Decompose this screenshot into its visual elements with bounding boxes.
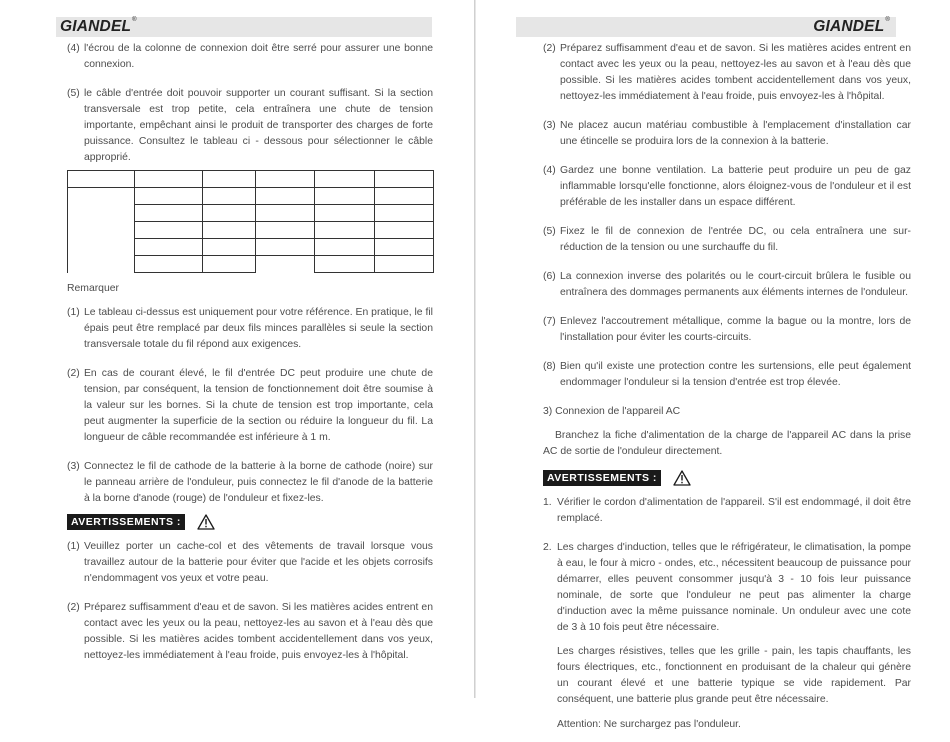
list-item bbox=[543, 224, 911, 256]
item-text: Le tableau ci-dessus est uniquement pour votre référence. En pratique, le fil épais peut être remplacé par deux fils minces parallèles si seule la section transversale totale du fil répond aux exigences. bbox=[84, 307, 433, 350]
table-row bbox=[68, 171, 434, 188]
item-number: (4) bbox=[67, 43, 80, 54]
cable-table bbox=[67, 170, 434, 273]
item-number: (2) bbox=[67, 602, 80, 613]
section-intro: Branchez la fiche d'alimentation de la charge de l'appareil AC dans la prise AC de sortie de l'onduleur directement. bbox=[543, 430, 911, 457]
header-bar-right bbox=[516, 17, 896, 37]
list-item bbox=[67, 41, 433, 73]
list-item bbox=[543, 118, 911, 150]
item-text: Préparez suffisamment d'eau et de savon. Si les matières acides entrent en contact avec les yeux ou la peau, nettoyez-les au savon et à l'eau dès que possible. Si les matières acides tombent accidentellement dans vos yeux, nettoyez-les immédiatement à l'eau froide, puis envoyez-les à l'hôpital. bbox=[84, 602, 433, 661]
list-item bbox=[67, 459, 433, 507]
brand-logo: GIANDEL® bbox=[60, 17, 137, 35]
right-page bbox=[475, 0, 950, 730]
item-text: Enlevez l'accoutrement métallique, comme la bague ou la montre, lors de l'installation pour éviter les courts-circuits. bbox=[560, 316, 911, 343]
item-text: l'écrou de la colonne de connexion doit être serré pour assurer une bonne connexion. bbox=[84, 43, 433, 70]
item-number: (1) bbox=[67, 307, 80, 318]
brand-logo: GIANDEL® bbox=[813, 17, 890, 35]
item-number: (3) bbox=[543, 120, 556, 131]
list-item bbox=[67, 600, 433, 664]
item-text: Fixez le fil de connexion de l'entrée DC, ou cela entraînera une sur-réduction de la tension ou une surchauffe du fil. bbox=[560, 226, 911, 253]
item-text: Veuillez porter un cache-col et des vêtements de travail lorsque vous travaillez autour de la batterie pour éviter que l'acide et les objets corrosifs n'endommagent vos yeux et votre peau. bbox=[84, 541, 433, 584]
item-text: le câble d'entrée doit pouvoir supporter un courant suffisant. Si la section transversale est trop petite, cela entraînera une chute de tension importante, empêchant ainsi le produit de transporter des charges de forte puissance. Consultez le tableau ci - dessous pour sélectionner le câble approprié. bbox=[84, 88, 433, 163]
list-item bbox=[543, 314, 911, 346]
item-number: (4) bbox=[543, 165, 556, 176]
section-heading: 3) Connexion de l'appareil AC bbox=[543, 406, 681, 417]
item-text: Connectez le fil de cathode de la batterie à la borne de cathode (noire) sur le panneau arrière de l'onduleur, puis connectez le fil d'anode de la batterie à la borne d'anode (rouge) de l'onduleur et fixez-les. bbox=[84, 461, 433, 504]
warning-banner bbox=[543, 469, 911, 487]
item-number: (2) bbox=[543, 43, 556, 54]
list-item bbox=[67, 539, 433, 587]
left-content bbox=[67, 41, 433, 677]
warning-label: AVERTISSEMENTS : bbox=[67, 514, 185, 530]
list-item bbox=[543, 495, 911, 527]
list-item bbox=[543, 269, 911, 301]
item-text: En cas de courant élevé, le fil d'entrée DC peut produire une chute de tension, par conséquent, la tension de fonctionnement doit être soumise à la valeur sur les bornes. Si la chute de tension est trop importante, cela peut augmenter la superficie de la section ou réduire la longueur du fil. La longueur de câble recommandée est inférieure à 1 m. bbox=[84, 368, 433, 443]
attention-note: Attention: Ne surchargez pas l'onduleur. bbox=[557, 719, 741, 730]
item-text: Préparez suffisamment d'eau et de savon. Si les matières acides entrent en contact avec les yeux ou la peau, nettoyez-les au savon et à l'eau dès que possible. Si les matières acides tombent accidentellement dans vos yeux, nettoyez-les immédiatement à l'eau froide, puis envoyez-les à l'hôpital. bbox=[560, 43, 911, 102]
warning-triangle-icon bbox=[197, 514, 215, 530]
warning-banner bbox=[67, 513, 433, 531]
list-item bbox=[67, 86, 433, 166]
item-number: (2) bbox=[67, 368, 80, 379]
item-number: (6) bbox=[543, 271, 556, 282]
item-number: (1) bbox=[67, 541, 80, 552]
warning-label: AVERTISSEMENTS : bbox=[543, 470, 661, 486]
resistive-loads-paragraph: Les charges résistives, telles que les grille - pain, les tapis chauffants, les fours électriques, etc., fonctionnent en produisant de la chaleur qui génère un courant élevé et une batterie typique se vide rapidement. Par conséquent, une batterie plus grande peut être nécessaire. bbox=[557, 646, 911, 705]
list-item bbox=[543, 163, 911, 211]
item-number: (8) bbox=[543, 361, 556, 372]
table-row bbox=[68, 188, 434, 205]
list-item bbox=[543, 41, 911, 105]
item-text: Vérifier le cordon d'alimentation de l'appareil. S'il est endommagé, il doit être remplacé. bbox=[557, 497, 911, 524]
header-bar-left bbox=[56, 17, 432, 37]
item-number: 1. bbox=[543, 497, 552, 508]
item-text: Ne placez aucun matériau combustible à l'emplacement d'installation car une étincelle se produira lors de la connexion à la batterie. bbox=[560, 120, 911, 147]
left-page bbox=[0, 0, 475, 698]
item-text: La connexion inverse des polarités ou le court-circuit brûlera le fusible ou entraînera des dommages permanents aux éléments internes de l'onduleur. bbox=[560, 271, 911, 298]
list-item bbox=[67, 366, 433, 446]
item-text: Bien qu'il existe une protection contre les surtensions, elle peut également endommager l'onduleur si la tension d'entrée est trop élevée. bbox=[560, 361, 911, 388]
item-number: (5) bbox=[67, 88, 80, 99]
item-number: 2. bbox=[543, 542, 552, 553]
item-number: (5) bbox=[543, 226, 556, 237]
right-content bbox=[543, 41, 911, 742]
item-number: (7) bbox=[543, 316, 556, 327]
remark-heading: Remarquer bbox=[67, 283, 119, 294]
item-text: Gardez une bonne ventilation. La batterie peut produire un peu de gaz inflammable lorsqu'elle fonctionne, alors éloignez-vous de l'onduleur et il est préférable de les installer dans un espace différent. bbox=[560, 165, 911, 208]
item-text: Les charges d'induction, telles que le réfrigérateur, le climatisation, la pompe à eau, le four à micro - ondes, etc., nécessitent beaucoup de puissance pour démarrer, elles peuvent consommer jusqu'à 3 - 10 fois leur puissance nominale, de sorte que l'onduleur ne peut pas alimenter la charge d'induction avec la même puissance nominale. Un onduleur avec une cote de 3 à 10 fois peut être nécessaire. bbox=[557, 542, 911, 633]
warning-triangle-icon bbox=[673, 470, 691, 486]
list-item bbox=[67, 305, 433, 353]
list-item bbox=[543, 540, 911, 636]
list-item bbox=[543, 359, 911, 391]
item-number: (3) bbox=[67, 461, 80, 472]
